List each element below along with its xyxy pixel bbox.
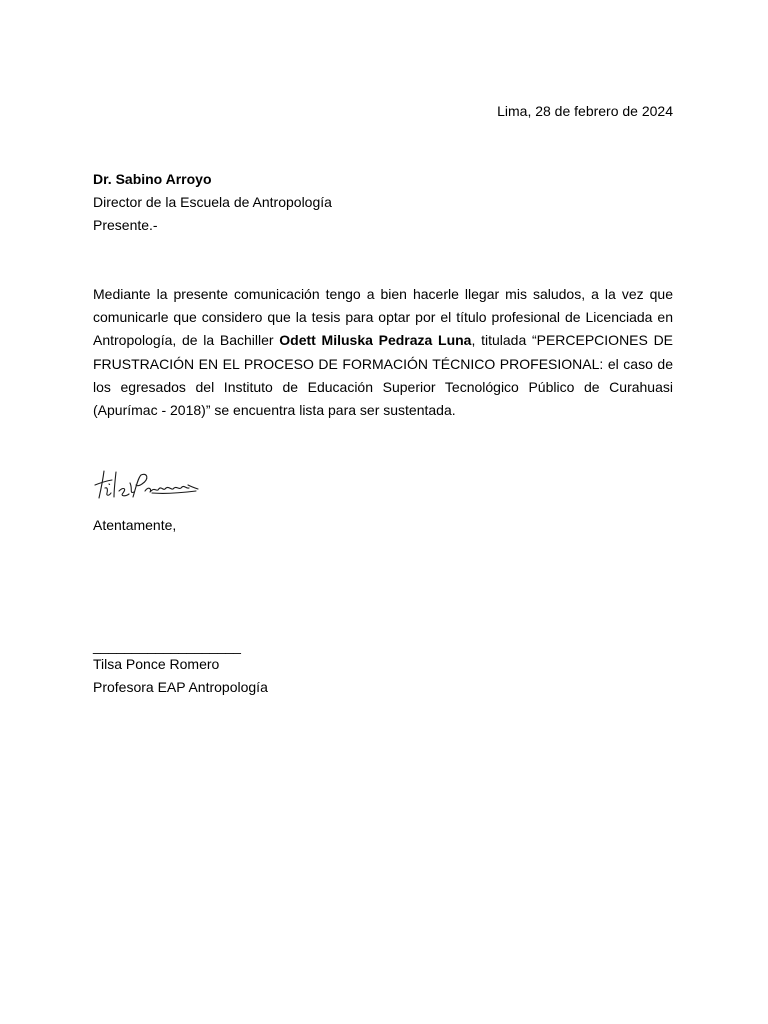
recipient-name: Dr. Sabino Arroyo xyxy=(93,171,212,187)
recipient-presente: Presente.- xyxy=(93,217,158,233)
signer-role: Profesora EAP Antropología xyxy=(93,679,268,695)
signature-line: ___________________ xyxy=(93,638,241,654)
letter-body xyxy=(93,283,673,422)
signer-block xyxy=(93,653,268,699)
handwritten-signature xyxy=(92,463,200,503)
body-text-part1: Mediante la presente comunicación tengo a bien hacerle llegar mis saludos, a la vez que comunicarle que considero que la tesis para optar por el título profesional de Licenciada en Antropología, de la Bachiller xyxy=(93,286,673,349)
letter-date: Lima, 28 de febrero de 2024 xyxy=(497,103,673,119)
recipient-block xyxy=(93,168,332,237)
closing-text: Atentamente, xyxy=(93,517,177,533)
recipient-title: Director de la Escuela de Antropología xyxy=(93,194,332,210)
student-name: Odett Miluska Pedraza Luna xyxy=(279,332,472,349)
signer-name: Tilsa Ponce Romero xyxy=(93,656,220,672)
body-text-part2: , titulada “PERCEPCIONES DE FRUSTRACIÓN EN EL PROCESO DE FORMACIÓN TÉCNICO PROFESIONAL: el caso de los egresados del Instituto de Educación Superior Tecnológico Público de Curahuasi (Apurímac - 2018)” se encuentra lista para ser sustentada. xyxy=(93,332,674,419)
